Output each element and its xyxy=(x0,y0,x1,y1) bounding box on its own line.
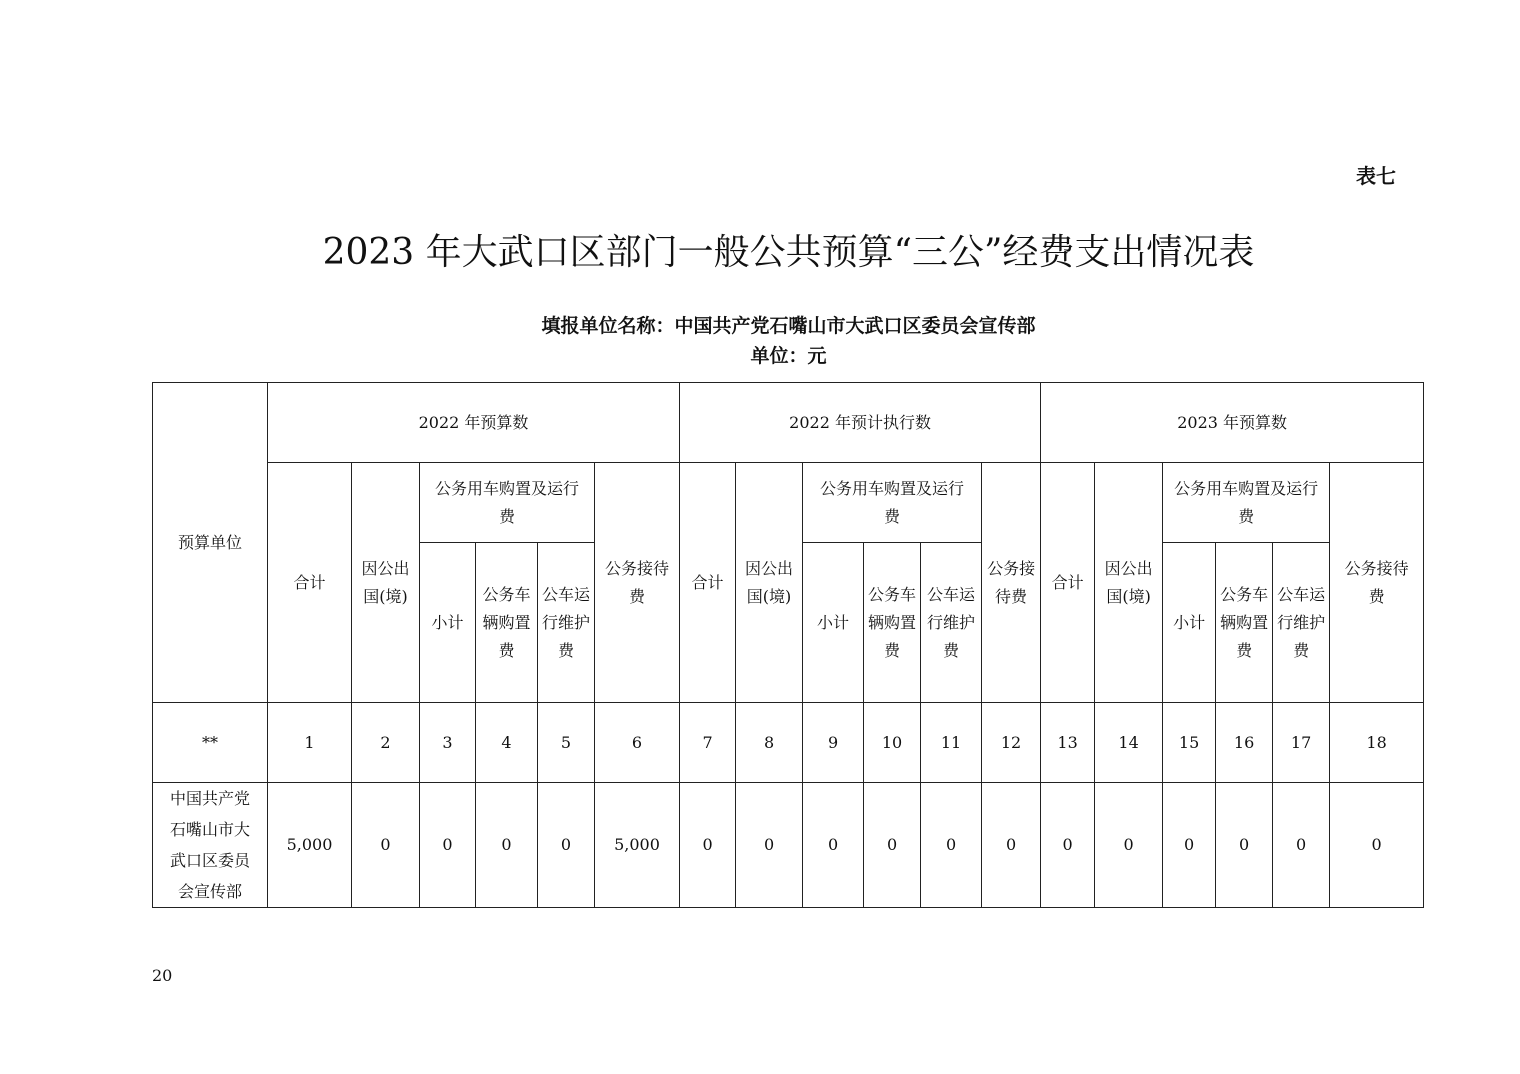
column-number: 7 xyxy=(680,703,736,783)
column-number: 6 xyxy=(595,703,680,783)
total-header: 合计 xyxy=(1041,463,1095,703)
column-number: 18 xyxy=(1330,703,1424,783)
column-number: 5 xyxy=(538,703,595,783)
column-number: 1 xyxy=(268,703,352,783)
reception-header: 公务接待费 xyxy=(595,463,680,703)
group-header-2022-budget: 2022 年预算数 xyxy=(268,383,680,463)
value-cell: 0 xyxy=(803,783,864,908)
value-cell: 0 xyxy=(1163,783,1216,908)
column-number: 10 xyxy=(864,703,921,783)
vehicle-operation-header: 公车运行维护费 xyxy=(921,543,982,703)
table-row xyxy=(153,783,1424,908)
group-header-2022-execution: 2022 年预计执行数 xyxy=(680,383,1041,463)
vehicle-operation-header: 公车运行维护费 xyxy=(1273,543,1330,703)
vehicle-operation-header: 公车运行维护费 xyxy=(538,543,595,703)
column-number: 2 xyxy=(352,703,420,783)
page-number: 20 xyxy=(152,966,173,985)
total-header: 合计 xyxy=(680,463,736,703)
abroad-header: 因公出国(境) xyxy=(352,463,420,703)
unit-name-cell: 中国共产党石嘴山市大武口区委员会宣传部 xyxy=(153,783,268,908)
value-cell: 5,000 xyxy=(268,783,352,908)
value-cell: 0 xyxy=(538,783,595,908)
column-number: 3 xyxy=(420,703,476,783)
value-cell: 0 xyxy=(1041,783,1095,908)
vehicle-purchase-header: 公务车辆购置费 xyxy=(864,543,921,703)
total-header: 合计 xyxy=(268,463,352,703)
value-cell: 0 xyxy=(864,783,921,908)
unit-header: 预算单位 xyxy=(153,383,268,703)
column-number: 16 xyxy=(1216,703,1273,783)
column-number: 14 xyxy=(1095,703,1163,783)
table-label: 表七 xyxy=(1356,164,1396,188)
value-cell: 0 xyxy=(1216,783,1273,908)
value-cell: 0 xyxy=(476,783,538,908)
value-cell: 0 xyxy=(680,783,736,908)
vehicle-group-header: 公务用车购置及运行费 xyxy=(1163,463,1330,543)
currency-unit: 单位：元 xyxy=(750,345,827,367)
vehicle-group-header: 公务用车购置及运行费 xyxy=(420,463,595,543)
vehicle-group-header: 公务用车购置及运行费 xyxy=(803,463,982,543)
column-number: 9 xyxy=(803,703,864,783)
column-number: 11 xyxy=(921,703,982,783)
value-cell: 0 xyxy=(1095,783,1163,908)
value-cell: 0 xyxy=(736,783,803,908)
index-row-label: ** xyxy=(153,703,268,783)
vehicle-purchase-header: 公务车辆购置费 xyxy=(476,543,538,703)
reporting-unit: 填报单位名称：中国共产党石嘴山市大武口区委员会宣传部 xyxy=(541,315,1036,337)
index-row xyxy=(153,703,1424,783)
value-cell: 0 xyxy=(982,783,1041,908)
vehicle-purchase-header: 公务车辆购置费 xyxy=(1216,543,1273,703)
value-cell: 0 xyxy=(921,783,982,908)
abroad-header: 因公出国(境) xyxy=(1095,463,1163,703)
group-header-2023-budget: 2023 年预算数 xyxy=(1041,383,1424,463)
value-cell: 0 xyxy=(1273,783,1330,908)
column-number: 12 xyxy=(982,703,1041,783)
column-number: 15 xyxy=(1163,703,1216,783)
subtotal-header: 小计 xyxy=(420,543,476,703)
column-number: 4 xyxy=(476,703,538,783)
column-number: 13 xyxy=(1041,703,1095,783)
subtotal-header: 小计 xyxy=(1163,543,1216,703)
reception-header: 公务接待费 xyxy=(1330,463,1424,703)
page-title: 2023 年大武口区部门一般公共预算“三公”经费支出情况表 xyxy=(322,232,1255,273)
value-cell: 0 xyxy=(352,783,420,908)
abroad-header: 因公出国(境) xyxy=(736,463,803,703)
column-number: 17 xyxy=(1273,703,1330,783)
value-cell: 5,000 xyxy=(595,783,680,908)
subtotal-header: 小计 xyxy=(803,543,864,703)
value-cell: 0 xyxy=(1330,783,1424,908)
budget-table xyxy=(152,382,1424,908)
value-cell: 0 xyxy=(420,783,476,908)
column-number: 8 xyxy=(736,703,803,783)
reception-header: 公务接待费 xyxy=(982,463,1041,703)
